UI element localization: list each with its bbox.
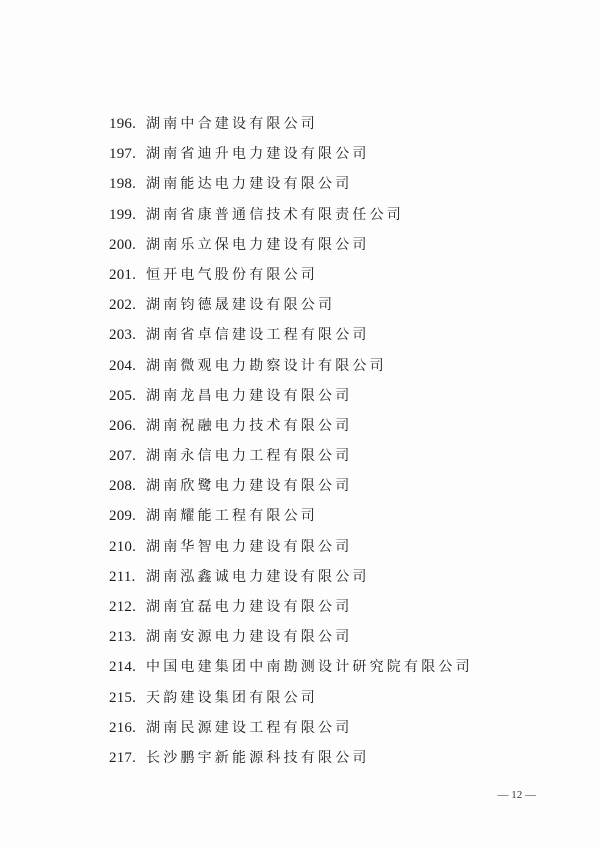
company-name: 中国电建集团中南勘测设计研究院有限公司 xyxy=(146,659,473,676)
list-item xyxy=(109,501,549,531)
company-name: 湖南泓鑫诚电力建设有限公司 xyxy=(146,568,370,585)
list-item xyxy=(109,351,549,381)
list-item xyxy=(109,743,549,773)
company-name: 湖南华智电力建设有限公司 xyxy=(146,538,353,555)
company-name: 湖南安源电力建设有限公司 xyxy=(146,629,353,646)
entry-number: 206. xyxy=(109,417,137,434)
entry-number: 202. xyxy=(109,297,137,314)
company-name: 湖南中合建设有限公司 xyxy=(146,116,318,132)
company-name: 湖南永信电力工程有限公司 xyxy=(146,448,353,465)
list-item xyxy=(109,471,549,501)
entry-number: 214. xyxy=(109,659,137,676)
list-item xyxy=(109,683,549,713)
entry-number: 208. xyxy=(109,478,137,495)
list-item xyxy=(109,260,549,290)
list-item xyxy=(109,441,549,471)
company-name: 湖南能达电力建设有限公司 xyxy=(146,176,353,193)
entry-number: 209. xyxy=(109,508,137,525)
entry-number: 212. xyxy=(109,599,137,615)
list-item xyxy=(109,622,549,652)
list-item xyxy=(109,381,549,411)
company-name: 湖南微观电力勘察设计有限公司 xyxy=(146,357,387,374)
page-number: — 12 — xyxy=(497,789,536,801)
entry-number: 196. xyxy=(109,116,137,132)
entry-number: 211. xyxy=(109,568,136,585)
entry-number: 210. xyxy=(109,538,137,555)
entry-number: 200. xyxy=(109,236,137,253)
company-name: 湖南欣鹭电力建设有限公司 xyxy=(146,478,353,495)
entry-number: 215. xyxy=(109,689,137,706)
entry-number: 199. xyxy=(109,206,137,223)
list-item xyxy=(109,320,549,350)
list-item xyxy=(109,562,549,592)
company-name: 湖南民源建设工程有限公司 xyxy=(146,719,353,736)
company-name: 湖南省迪升电力建设有限公司 xyxy=(146,146,370,163)
company-name: 恒开电气股份有限公司 xyxy=(146,266,318,283)
entry-number: 207. xyxy=(109,448,137,465)
list-item xyxy=(109,109,549,139)
entry-number: 203. xyxy=(109,327,137,344)
list-item xyxy=(109,652,549,682)
company-name: 长沙鹏宇新能源科技有限公司 xyxy=(146,749,370,766)
company-name: 湖南耀能工程有限公司 xyxy=(146,508,318,525)
entry-number: 205. xyxy=(109,387,137,404)
entry-number: 198. xyxy=(109,176,137,193)
company-name: 湖南省卓信建设工程有限公司 xyxy=(146,327,370,344)
entry-number: 201. xyxy=(109,266,137,283)
entry-number: 204. xyxy=(109,357,137,374)
list-item xyxy=(109,230,549,260)
company-name: 天韵建设集团有限公司 xyxy=(146,689,318,706)
entry-number: 197. xyxy=(109,146,137,163)
entry-number: 217. xyxy=(109,749,137,766)
list-item xyxy=(109,200,549,230)
company-name: 湖南龙昌电力建设有限公司 xyxy=(146,387,353,404)
list-item xyxy=(109,411,549,441)
list-item xyxy=(109,713,549,743)
list-item xyxy=(109,290,549,320)
company-name: 湖南祝融电力技术有限公司 xyxy=(146,417,353,434)
company-name: 湖南宜磊电力建设有限公司 xyxy=(146,599,353,615)
company-name: 湖南省康普通信技术有限责任公司 xyxy=(146,206,404,223)
list-item xyxy=(109,169,549,199)
company-list xyxy=(109,109,549,773)
company-name: 湖南钧德晟建设有限公司 xyxy=(146,297,336,314)
list-item xyxy=(109,592,549,622)
company-name: 湖南乐立保电力建设有限公司 xyxy=(146,236,370,253)
entry-number: 216. xyxy=(109,719,137,736)
list-item xyxy=(109,532,549,562)
list-item xyxy=(109,139,549,169)
entry-number: 213. xyxy=(109,629,137,646)
